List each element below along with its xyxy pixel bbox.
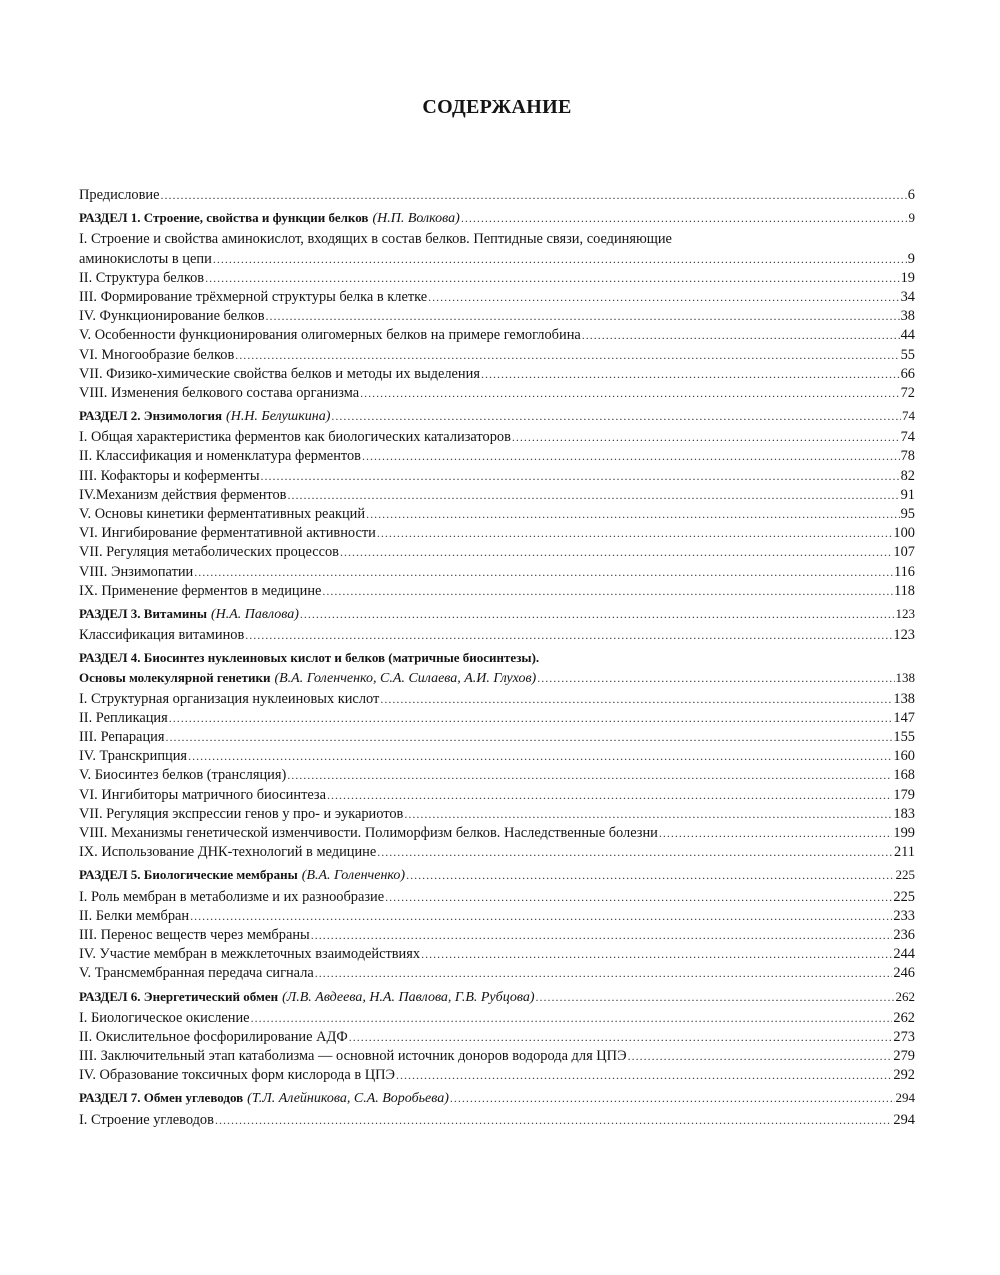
dot-leader <box>628 1047 893 1066</box>
dot-leader <box>165 728 892 747</box>
toc-section-authors: (Н.А. Павлова) <box>210 606 299 622</box>
dot-leader <box>300 605 895 624</box>
toc-entry[interactable] <box>79 805 915 824</box>
toc-section-heading[interactable] <box>79 668 915 687</box>
toc-page-number: 19 <box>900 269 915 286</box>
dot-leader <box>461 209 908 228</box>
toc-entry[interactable] <box>79 365 915 384</box>
toc-entry[interactable] <box>79 563 915 582</box>
toc-entry[interactable] <box>79 1028 915 1047</box>
toc-section-title <box>79 865 405 885</box>
toc-entry[interactable] <box>79 709 915 728</box>
toc-page-number: 199 <box>893 825 915 841</box>
dot-leader <box>190 907 892 926</box>
toc-section-name: РАЗДЕЛ 2. Энзимология <box>79 408 223 424</box>
toc-entry[interactable] <box>79 843 915 862</box>
dot-leader <box>235 346 899 365</box>
dot-leader <box>245 626 892 645</box>
toc-page-number: 91 <box>900 486 915 503</box>
toc-section-title <box>79 604 299 624</box>
dot-leader <box>404 805 892 824</box>
toc-entry-label: II. Классификация и номенклатура ферментов <box>79 448 361 465</box>
toc-entry[interactable] <box>79 288 915 307</box>
toc-entry[interactable] <box>79 907 915 926</box>
dot-leader <box>360 384 899 403</box>
toc-entry-label: II. Белки мембран <box>79 907 190 924</box>
toc-entry-label: Классификация витаминов <box>79 627 245 644</box>
toc-entry[interactable] <box>79 728 915 747</box>
toc-entry-label: IX. Применение ферментов в медицине <box>79 582 322 599</box>
toc-section-title <box>79 208 460 228</box>
toc-entry-label: IV. Образование токсичных форм кислорода в ЦПЭ <box>79 1067 396 1084</box>
toc-page-number: 211 <box>893 844 915 861</box>
toc-page-number: 179 <box>893 786 915 803</box>
dot-leader <box>287 766 892 785</box>
toc-entry[interactable] <box>79 888 915 907</box>
dot-leader <box>340 543 892 562</box>
toc-section-heading[interactable] <box>79 865 915 884</box>
toc-entry-label: V. Биосинтез белков (трансляция) <box>79 767 287 784</box>
dot-leader <box>582 326 900 345</box>
table-of-contents <box>79 186 915 1130</box>
dot-leader <box>362 447 900 466</box>
dot-leader <box>194 563 893 582</box>
dot-leader <box>537 669 894 688</box>
toc-entry-label: II. Репликация <box>79 709 168 726</box>
toc-entry[interactable] <box>79 384 915 403</box>
toc-entry-first-line: I. Строение и свойства аминокислот, входящих в состав белков. Пептидные связи, соединяющие <box>79 231 672 248</box>
dot-leader <box>450 1089 895 1108</box>
dot-leader <box>205 269 900 288</box>
toc-page-number: 262 <box>895 988 915 1004</box>
toc-page-number: 9 <box>908 210 915 226</box>
toc-entry[interactable] <box>79 926 915 945</box>
toc-entry-label: VIII. Изменения белкового состава организма <box>79 384 360 401</box>
toc-page-number: 273 <box>893 1028 915 1045</box>
toc-entry-label: III. Кофакторы и коферменты <box>79 467 260 484</box>
toc-entry[interactable] <box>79 467 915 486</box>
toc-entry[interactable] <box>79 428 915 447</box>
toc-section-authors: (Л.В. Авдеева, Н.А. Павлова, Г.В. Рубцова) <box>282 989 535 1005</box>
toc-page-number: 72 <box>900 384 915 401</box>
toc-entry[interactable] <box>79 1009 915 1028</box>
toc-entry-label: VI. Ингибиторы матричного биосинтеза <box>79 786 327 803</box>
dot-leader <box>406 866 894 885</box>
toc-page-number: 95 <box>900 506 915 522</box>
dot-leader <box>659 824 893 843</box>
toc-section-heading-line: РАЗДЕЛ 4. Биосинтез нуклеиновых кислот и белков (матричные биосинтезы). <box>79 650 540 666</box>
toc-page-number: 225 <box>893 888 915 905</box>
toc-section-name: Основы молекулярной генетики <box>79 669 271 685</box>
toc-entry-label: VII. Регуляция метаболических процессов <box>79 544 339 561</box>
dot-leader <box>349 1028 893 1047</box>
toc-entry[interactable] <box>79 747 915 766</box>
toc-page-number: 138 <box>895 669 915 685</box>
toc-entry-label: VI. Ингибирование ферментативной активности <box>79 525 376 542</box>
toc-entry-label: IV. Транскрипция <box>79 748 188 765</box>
toc-page-number: 147 <box>893 709 915 726</box>
dot-leader <box>169 709 893 728</box>
toc-page-number: 107 <box>893 544 915 561</box>
toc-entry-label: VIII. Энзимопатии <box>79 563 194 580</box>
toc-section-title <box>79 1088 449 1108</box>
dot-leader <box>160 186 906 205</box>
toc-page-number: 292 <box>893 1067 915 1084</box>
toc-section-name: РАЗДЕЛ 6. Энергетический обмен <box>79 988 279 1004</box>
dot-leader <box>322 582 893 601</box>
toc-page-number: 9 <box>907 250 915 267</box>
toc-entry[interactable] <box>79 766 915 785</box>
toc-page-number: 118 <box>893 582 915 599</box>
toc-page-number: 225 <box>895 867 915 883</box>
toc-section-authors: (Т.Л. Алейникова, С.А. Воробьева) <box>247 1091 449 1107</box>
dot-leader <box>481 365 900 384</box>
toc-entry-label: IV. Участие мембран в межклеточных взаимодействиях <box>79 946 421 963</box>
toc-entry[interactable] <box>79 824 915 843</box>
toc-page-number: 82 <box>900 467 915 484</box>
toc-page-number: 244 <box>893 946 915 963</box>
toc-section-authors: (Н.Н. Белушкина) <box>226 409 331 425</box>
toc-entry-label: I. Биологическое окисление <box>79 1009 250 1026</box>
toc-entry[interactable] <box>79 269 915 288</box>
toc-page-number: 55 <box>900 346 915 363</box>
toc-entry-label: II. Окислительное фосфорилирование АДФ <box>79 1028 348 1045</box>
toc-page-number: 100 <box>893 525 915 542</box>
dot-leader <box>428 288 899 307</box>
toc-entry-label: VI. Многообразие белков <box>79 346 235 363</box>
toc-page-number: 160 <box>893 748 915 765</box>
dot-leader <box>536 988 895 1007</box>
toc-page-number: 294 <box>895 1090 915 1106</box>
toc-entry[interactable] <box>79 1047 915 1066</box>
toc-entry-label: III. Репарация <box>79 729 165 746</box>
toc-entry[interactable] <box>79 1111 915 1130</box>
toc-entry-label: IX. Использование ДНК-технологий в медицине <box>79 844 377 861</box>
dot-leader <box>311 926 893 945</box>
toc-page-number: 262 <box>893 1009 915 1026</box>
toc-entry-label: VIII. Механизмы генетической изменчивости. Полиморфизм белков. Наследственные болезни <box>79 825 658 841</box>
toc-section-authors: (В.А. Голенченко, С.А. Силаева, А.И. Глухов) <box>274 670 537 686</box>
toc-page-number: 78 <box>900 448 915 465</box>
toc-page-number: 66 <box>900 365 915 382</box>
dot-leader <box>421 945 892 964</box>
toc-entry[interactable] <box>79 964 915 983</box>
dot-leader <box>512 428 900 447</box>
toc-page-number: 74 <box>902 408 915 424</box>
toc-entry-label: аминокислоты в цепи <box>79 250 212 267</box>
toc-page-number: 123 <box>893 627 915 644</box>
dot-leader <box>380 690 892 709</box>
toc-section-heading[interactable] <box>79 604 915 623</box>
toc-section-authors: (В.А. Голенченко) <box>301 868 406 884</box>
dot-leader <box>377 843 893 862</box>
toc-section-name: РАЗДЕЛ 5. Биологические мембраны <box>79 867 298 883</box>
toc-page-number: 155 <box>893 729 915 746</box>
toc-page-number: 246 <box>893 965 915 982</box>
dot-leader <box>327 786 892 805</box>
dot-leader <box>215 1111 892 1130</box>
toc-section-title <box>79 668 536 688</box>
toc-page-number: 34 <box>900 288 915 305</box>
dot-leader <box>315 964 893 983</box>
toc-entry-label: III. Заключительный этап катаболизма — основной источник доноров водорода для ЦПЭ <box>79 1048 627 1065</box>
toc-entry-label: III. Перенос веществ через мембраны <box>79 926 310 943</box>
dot-leader <box>261 467 900 486</box>
toc-entry-label: III. Формирование трёхмерной структуры белка в клетке <box>79 288 428 305</box>
toc-entry[interactable] <box>79 486 915 505</box>
dot-leader <box>377 524 893 543</box>
toc-entry[interactable] <box>79 690 915 709</box>
dot-leader <box>287 486 899 505</box>
toc-entry-label: V. Особенности функционирования олигомерных белков на примере гемоглобина <box>79 327 581 344</box>
toc-entry[interactable] <box>79 524 915 543</box>
toc-page-number: 6 <box>907 187 915 203</box>
toc-entry[interactable] <box>79 626 915 645</box>
toc-page-number: 183 <box>893 805 915 822</box>
dot-leader <box>213 250 907 269</box>
toc-entry-label: Предисловие <box>79 187 160 203</box>
toc-entry-label: I. Общая характеристика ферментов как биологических катализаторов <box>79 429 511 446</box>
toc-entry[interactable] <box>79 326 915 345</box>
toc-section-name: РАЗДЕЛ 7. Обмен углеводов <box>79 1090 244 1106</box>
dot-leader <box>396 1066 892 1085</box>
dot-leader <box>331 407 901 426</box>
dot-leader <box>266 307 900 326</box>
toc-entry[interactable] <box>79 505 915 524</box>
toc-entry-label: V. Трансмембранная передача сигнала <box>79 965 314 982</box>
toc-entry[interactable] <box>79 786 915 805</box>
toc-page-number: 123 <box>895 605 915 621</box>
toc-entry-label: VII. Физико-химические свойства белков и методы их выделения <box>79 365 480 382</box>
toc-entry-label: IV.Механизм действия ферментов <box>79 486 287 503</box>
toc-entry-label: IV. Функционирование белков <box>79 308 265 325</box>
toc-entry[interactable] <box>79 447 915 466</box>
toc-entry[interactable] <box>79 1066 915 1085</box>
toc-page-number: 38 <box>900 308 915 325</box>
toc-entry[interactable] <box>79 307 915 326</box>
page-title: СОДЕРЖАНИЕ <box>422 96 572 118</box>
toc-page-number: 236 <box>893 926 915 943</box>
toc-section-title <box>79 406 330 426</box>
toc-section-name: РАЗДЕЛ 3. Витамины <box>79 605 207 621</box>
toc-entry[interactable] <box>79 543 915 562</box>
dot-leader <box>385 888 892 907</box>
toc-section-heading[interactable] <box>79 406 915 425</box>
toc-page-number: 279 <box>893 1048 915 1065</box>
toc-entry-label: I. Структурная организация нуклеиновых кислот <box>79 690 380 707</box>
toc-entry-label: II. Структура белков <box>79 269 205 286</box>
toc-section-heading[interactable] <box>79 987 915 1006</box>
toc-page-number: 294 <box>893 1111 915 1128</box>
toc-section-authors: (Н.П. Волкова) <box>372 211 460 227</box>
toc-entry-label: VII. Регуляция экспрессии генов у про- и эукариотов <box>79 805 404 822</box>
toc-page-number: 138 <box>893 690 915 707</box>
toc-page-number: 44 <box>900 327 915 344</box>
toc-entry[interactable] <box>79 346 915 365</box>
toc-page-number: 116 <box>893 563 915 580</box>
dot-leader <box>251 1009 893 1028</box>
dot-leader <box>366 505 900 524</box>
toc-entry[interactable] <box>79 945 915 964</box>
dot-leader <box>188 747 892 766</box>
toc-section-heading[interactable] <box>79 208 915 227</box>
toc-entry[interactable] <box>79 186 915 205</box>
toc-page-number: 233 <box>893 907 915 924</box>
toc-page-number: 168 <box>893 767 915 784</box>
toc-section-title <box>79 987 535 1007</box>
toc-section-heading[interactable] <box>79 1088 915 1107</box>
toc-entry[interactable] <box>79 250 915 269</box>
toc-entry[interactable] <box>79 582 915 601</box>
toc-entry-label: I. Строение углеводов <box>79 1111 214 1128</box>
toc-section-name: РАЗДЕЛ 1. Строение, свойства и функции белков <box>79 210 369 226</box>
toc-entry-label: I. Роль мембран в метаболизме и их разнообразие <box>79 888 385 905</box>
toc-page-number: 74 <box>900 429 915 446</box>
toc-entry-label: V. Основы кинетики ферментативных реакций <box>79 506 366 522</box>
